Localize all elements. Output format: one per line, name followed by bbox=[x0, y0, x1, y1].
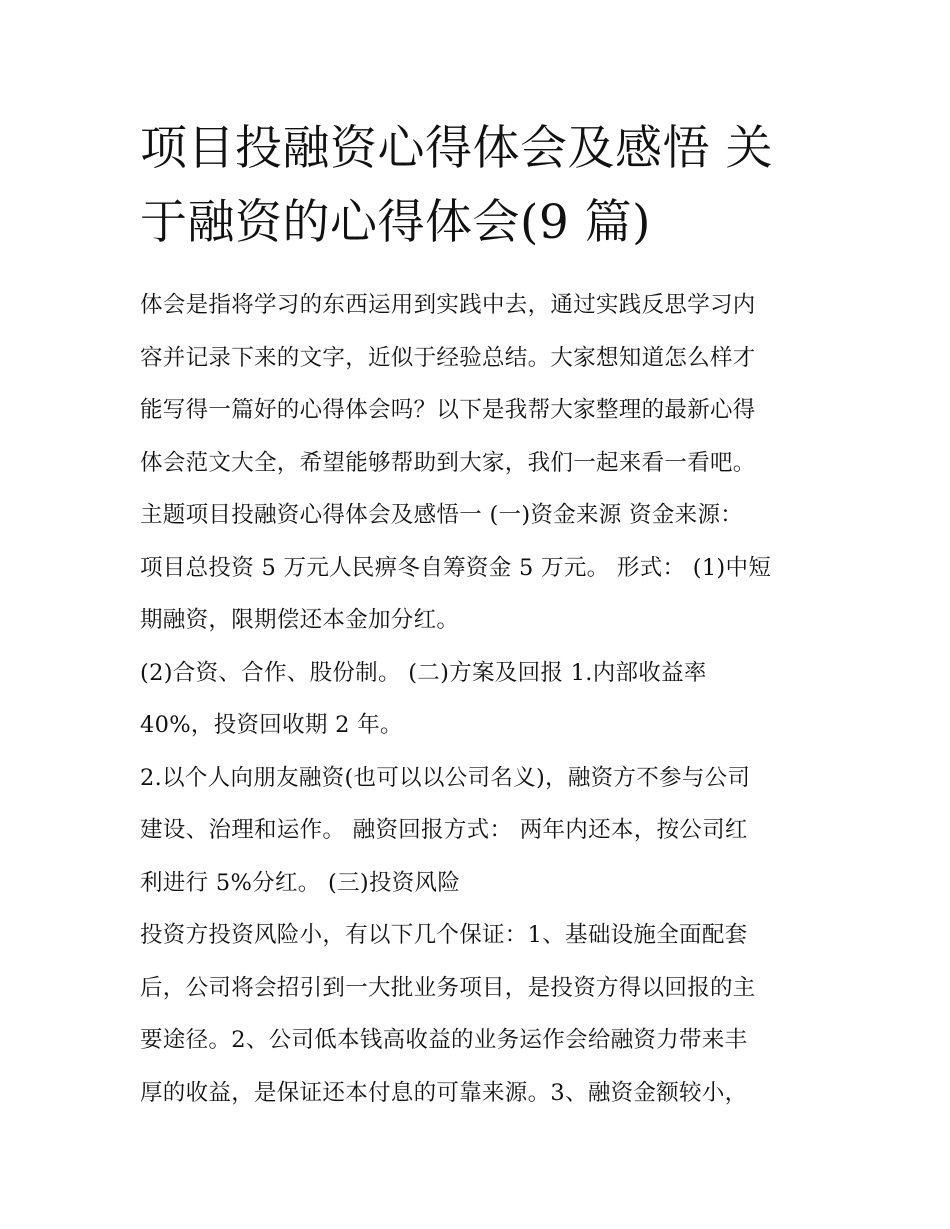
body-line: 利进行 5%分红。 (三)投资风险 bbox=[140, 869, 461, 896]
body-line: 能写得一篇好的心得体会吗？以下是我帮大家整理的最新心得 bbox=[140, 397, 756, 423]
body-line: 体会是指将学习的东西运用到实践中去，通过实践反思学习内 bbox=[140, 292, 756, 318]
title-line-1: 项目投融资心得体会及感悟 关 bbox=[140, 121, 773, 176]
body-line: 主题项目投融资心得体会及感悟一 (一)资金来源 资金来源： bbox=[140, 502, 744, 528]
body-line: 2.以个人向朋友融资(也可以以公司名义)，融资方不参与公司 bbox=[140, 764, 751, 791]
body-line: 期融资，限期偿还本金加分红。 bbox=[140, 607, 460, 633]
body-line: 建设、治理和运作。 融资回报方式： 两年内还本，按公司红 bbox=[140, 817, 748, 843]
document-body bbox=[140, 279, 830, 1119]
body-line: (2)合资、合作、股份制。 (二)方案及回报 1.内部收益率 bbox=[140, 659, 707, 686]
page-title bbox=[140, 112, 820, 260]
body-line: 40%，投资回收期 2 年。 bbox=[140, 712, 403, 738]
body-line: 投资方投资风险小，有以下几个保证：1、基础设施全面配套 bbox=[140, 922, 748, 948]
body-line: 要途径。2、公司低本钱高收益的业务运作会给融资力带来丰 bbox=[140, 1027, 748, 1053]
body-line: 后，公司将会招引到一大批业务项目，是投资方得以回报的主 bbox=[140, 974, 756, 1001]
title-line-2: 于融资的心得体会(9 篇) bbox=[140, 195, 652, 250]
body-line: 体会范文大全，希望能够帮助到大家，我们一起来看一看吧。 bbox=[140, 449, 756, 476]
body-line: 容并记录下来的文字，近似于经验总结。大家想知道怎么样才 bbox=[140, 344, 756, 371]
body-line: 项目总投资 5 万元人民痹冬自筹资金 5 万元。 形式： (1)中短 bbox=[140, 554, 772, 581]
body-line: 厚的收益，是保证还本付息的可靠来源。3、融资金额较小， bbox=[140, 1079, 748, 1106]
